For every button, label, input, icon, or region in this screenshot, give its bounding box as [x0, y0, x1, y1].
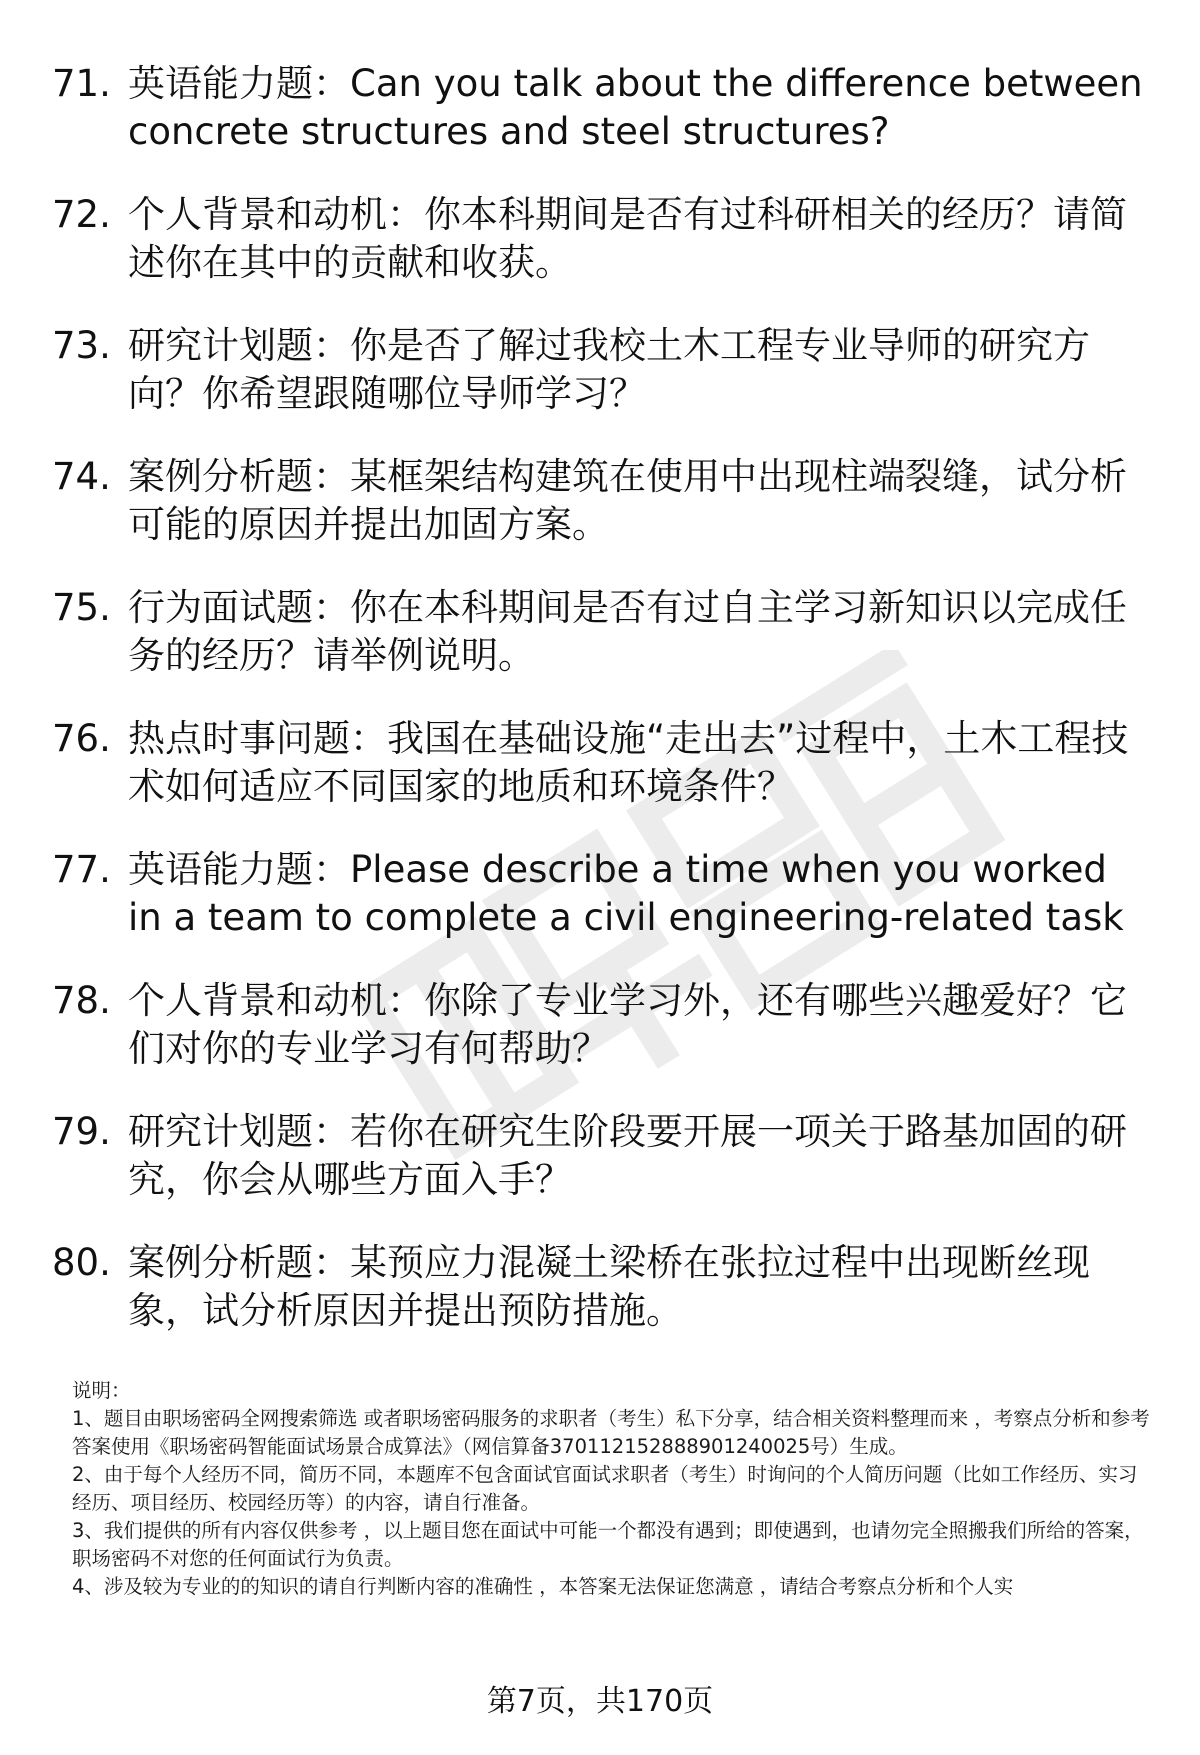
question-text: 个人背景和动机：你本科期间是否有过科研相关的经历？请简述你在其中的贡献和收获。: [128, 193, 1127, 284]
question-text: 热点时事问题：我国在基础设施“走出去”过程中，土木工程技术如何适应不同国家的地质和环境条件？: [128, 717, 1129, 808]
question-text: 英语能力题：Can you talk about the difference between concrete structures and steel structures?: [128, 62, 1143, 153]
question-item: [0, 445, 1200, 576]
question-item: [0, 1100, 1200, 1231]
question-item: [0, 838, 1200, 969]
page-indicator: 第7页，共170页: [486, 1684, 714, 1719]
question-item: [0, 1231, 1200, 1362]
question-number: 77.: [52, 848, 111, 891]
question-text: 研究计划题：若你在研究生阶段要开展一项关于路基加固的研究，你会从哪些方面入手？: [128, 1110, 1127, 1201]
question-item: [0, 576, 1200, 707]
question-number: 80.: [52, 1241, 111, 1284]
note-item: 4、涉及较为专业的的知识的请自行判断内容的准确性 ，本答案无法保证您满意 ，请结合考察点分析和个人实: [72, 1575, 1014, 1598]
question-number: 74.: [52, 455, 111, 498]
question-text: 英语能力题：Please describe a time when you worked in a team to complete a civil engineering-related task: [128, 848, 1124, 939]
question-text: 研究计划题：你是否了解过我校土木工程专业导师的研究方向？你希望跟随哪位导师学习？: [128, 324, 1090, 415]
question-item: [0, 52, 1200, 183]
question-item: [0, 969, 1200, 1100]
note-item: 3、我们提供的所有内容仅供参考 ，以上题目您在面试中可能一个都没有遇到；即使遇到，也请勿完全照搬我们所给的答案，职场密码不对您的任何面试行为负责。: [72, 1519, 1144, 1570]
question-item: [0, 183, 1200, 314]
question-number: 71.: [52, 62, 111, 105]
question-number: 73.: [52, 324, 111, 367]
question-text: 个人背景和动机：你除了专业学习外，还有哪些兴趣爱好？它们对你的专业学习有何帮助？: [128, 979, 1127, 1070]
question-item: [0, 707, 1200, 838]
question-number: 72.: [52, 193, 111, 236]
question-text: 案例分析题：某框架结构建筑在使用中出现柱端裂缝，试分析可能的原因并提出加固方案。: [128, 455, 1127, 546]
question-list: [0, 52, 1200, 1362]
notes-title: 说明：: [72, 1379, 131, 1402]
notes-section: [72, 1377, 1152, 1601]
question-number: 76.: [52, 717, 111, 760]
question-number: 78.: [52, 979, 111, 1022]
note-item: 1、题目由职场密码全网搜索筛选 或者职场密码服务的求职者（考生）私下分享，结合相关资料整理而来 ，考察点分析和参考答案使用《职场密码智能面试场景合成算法》（网信算备370112152888901240025号）生成。: [72, 1407, 1150, 1458]
question-text: 案例分析题：某预应力混凝土梁桥在张拉过程中出现断丝现象，试分析原因并提出预防措施。: [128, 1241, 1090, 1332]
question-text: 行为面试题：你在本科期间是否有过自主学习新知识以完成任务的经历？请举例说明。: [128, 586, 1127, 677]
question-item: [0, 314, 1200, 445]
question-number: 75.: [52, 586, 111, 629]
note-item: 2、由于每个人经历不同，简历不同，本题库不包含面试官面试求职者（考生）时询问的个人简历问题（比如工作经历、实习经历、项目经历、校园经历等）的内容，请自行准备。: [72, 1463, 1138, 1514]
question-number: 79.: [52, 1110, 111, 1153]
